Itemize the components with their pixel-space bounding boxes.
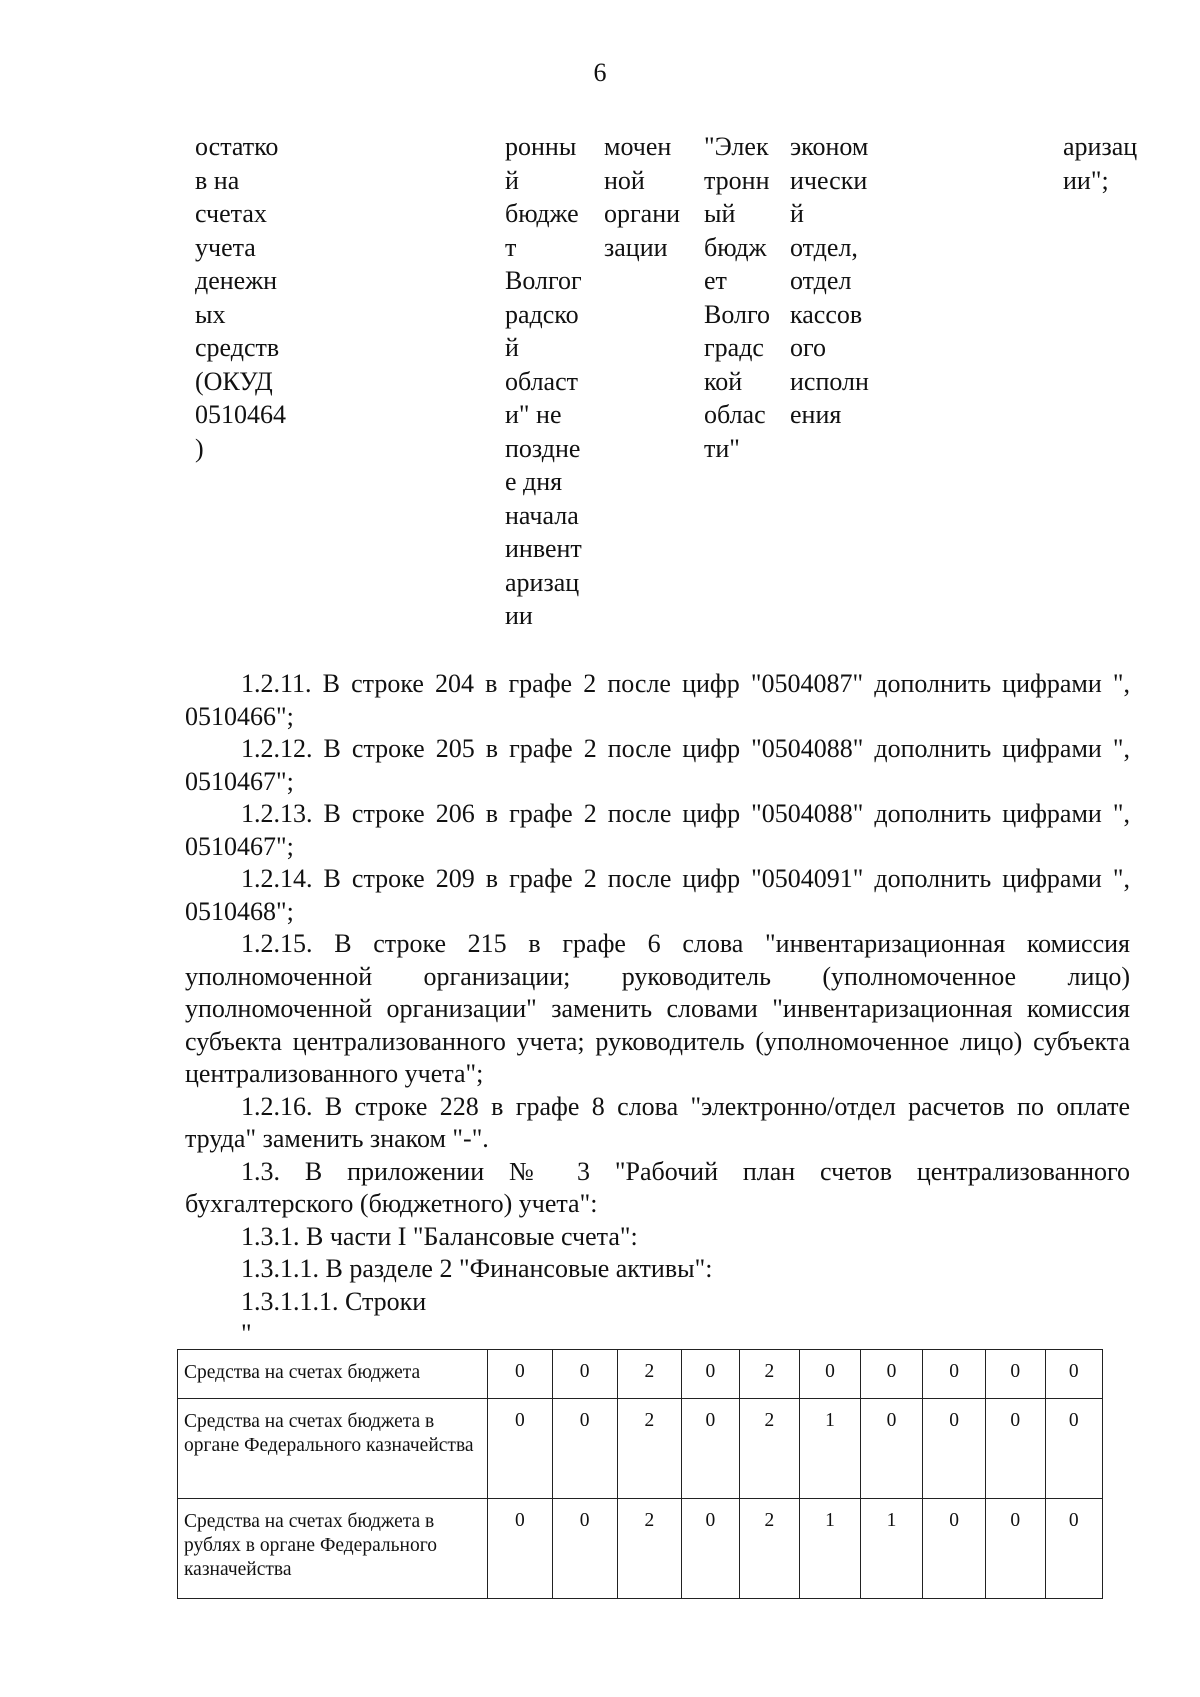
fragment-line: аризац (505, 567, 580, 597)
digit-cell: 0 (986, 1399, 1046, 1499)
digit-cell: 2 (617, 1399, 682, 1499)
fragment-line: отдел, (790, 232, 858, 262)
paragraph-1-2-11: 1.2.11. В строке 204 в графе 2 после цифр "0504087" дополнить цифрами ", 0510466"; (185, 669, 1130, 731)
fragment-line: исполн (790, 366, 869, 396)
fragment-line: ти" (704, 433, 740, 463)
opening-quote-mark: " (241, 1319, 252, 1348)
paragraph-1-2-13: 1.2.13. В строке 206 в графе 2 после цифр "0504088" дополнить цифрами ", 0510467"; (185, 799, 1130, 861)
digit-cell: 0 (800, 1350, 861, 1399)
digit-cell: 1 (800, 1499, 861, 1599)
paragraph-1-3-1-1-1: 1.3.1.1.1. Строки (241, 1286, 427, 1316)
fragment-line: 0510464 (195, 400, 286, 429)
fragment-line: й (505, 165, 519, 195)
fragment-line: кассов (790, 299, 863, 329)
fragment-line: инвент (505, 534, 582, 563)
digit-cell: 2 (739, 1499, 800, 1599)
fragment-line: ый (704, 199, 736, 228)
fragment-line: ронны (505, 132, 577, 161)
account-name: Средства на счетах бюджета (178, 1350, 488, 1399)
fragment-column-3 (604, 130, 680, 264)
fragment-line: Волгог (505, 266, 582, 295)
fragment-line: средств (195, 333, 280, 362)
paragraph-1-3-1-1: 1.3.1.1. В разделе 2 "Финансовые активы": (241, 1254, 713, 1283)
fragment-line: ет (704, 266, 727, 295)
fragment-line: т (505, 232, 517, 262)
digit-cell: 0 (682, 1399, 739, 1499)
fragment-line: зации (604, 232, 668, 262)
digit-cell: 0 (1045, 1399, 1103, 1499)
table-row (178, 1399, 1103, 1499)
fragment-line: мочен (604, 132, 672, 161)
fragment-line: ) (195, 433, 204, 463)
digit-cell: 0 (552, 1499, 617, 1599)
fragment-column-2 (505, 130, 582, 633)
digit-cell: 2 (617, 1350, 682, 1399)
fragment-line: ого (790, 333, 827, 362)
fragment-line: и" не (505, 400, 562, 429)
fragment-column-5 (790, 130, 869, 432)
paragraph-1-2-16: 1.2.16. В строке 228 в графе 8 слова "электронно/отдел расчетов по оплате труда" заменить знаком "-". (185, 1091, 1130, 1153)
fragment-line: е дня (505, 467, 563, 496)
fragment-line: ии (505, 601, 533, 630)
digit-cell: 0 (923, 1399, 986, 1499)
digit-cell: 0 (986, 1350, 1046, 1399)
fragment-line: бюдж (704, 232, 767, 262)
paragraph-1-2-14: 1.2.14. В строке 209 в графе 2 после цифр "0504091" дополнить цифрами ", 0510468"; (185, 864, 1130, 926)
paragraph-1-3-1: 1.3.1. В части I "Балансовые счета": (241, 1221, 638, 1251)
paragraph-1-2-12: 1.2.12. В строке 205 в графе 2 после цифр "0504088" дополнить цифрами ", 0510467"; (185, 734, 1130, 796)
fragment-line: радско (505, 299, 579, 329)
fragment-line: счетах (195, 199, 267, 228)
fragment-line: (ОКУД (195, 366, 273, 396)
fragment-line: област (505, 366, 578, 396)
digit-cell: 0 (488, 1499, 553, 1599)
digit-cell: 0 (682, 1499, 739, 1599)
fragment-line: эконом (790, 132, 869, 161)
fragment-line: тронн (704, 165, 770, 195)
fragment-column-6 (1063, 130, 1137, 197)
paragraph-1-2-15: 1.2.15. В строке 215 в графе 6 слова "инвентаризационная комиссия уполномоченной организации; руководитель (уполномоченное лицо) уполномоченной организации" заменить словами "инвентаризационная комиссия субъекта централизованного учета; руководитель (уполномоченное лицо) субъекта централизованного учета"; (185, 929, 1130, 1088)
fragment-line: ически (790, 165, 868, 195)
fragment-line: "Элек (704, 132, 769, 161)
digit-cell: 0 (488, 1399, 553, 1499)
accounts-table (177, 1349, 1103, 1599)
digit-cell: 1 (860, 1499, 923, 1599)
fragment-line: ной (604, 165, 645, 195)
fragment-line: остатко (195, 132, 279, 161)
page-number: 6 (593, 58, 607, 87)
digit-cell: 0 (923, 1350, 986, 1399)
fragment-line: бюдже (505, 199, 579, 228)
table-row (178, 1350, 1103, 1399)
digit-cell: 0 (923, 1499, 986, 1599)
digit-cell: 2 (739, 1399, 800, 1499)
account-name: Средства на счетах бюджета в органе Федерального казначейства (178, 1399, 488, 1499)
digit-cell: 0 (1045, 1350, 1103, 1399)
fragment-line: аризац (1063, 132, 1138, 161)
digit-cell: 0 (488, 1350, 553, 1399)
fragment-line: ии"; (1063, 165, 1109, 195)
fragment-line: й (790, 199, 804, 228)
fragment-line: кой (704, 366, 743, 396)
digit-cell: 1 (800, 1399, 861, 1499)
fragment-line: ения (790, 400, 842, 429)
digit-cell: 0 (1045, 1499, 1103, 1599)
digit-cell: 0 (682, 1350, 739, 1399)
fragment-line: учета (195, 232, 256, 262)
digit-cell: 0 (552, 1350, 617, 1399)
fragment-line: облас (704, 400, 766, 429)
fragment-line: Волго (704, 299, 770, 329)
digit-cell: 0 (986, 1499, 1046, 1599)
table-row (178, 1499, 1103, 1599)
account-name: Средства на счетах бюджета в рублях в органе Федерального казначейства (178, 1499, 488, 1599)
paragraph-1-3: 1.3. В приложении № 3 "Рабочий план счетов централизованного бухгалтерского (бюджетного) учета": (185, 1156, 1130, 1218)
digit-cell: 2 (739, 1350, 800, 1399)
digit-cell: 0 (552, 1399, 617, 1499)
fragment-column-1 (195, 130, 286, 465)
digit-cell: 0 (860, 1399, 923, 1499)
fragment-line: градс (704, 333, 764, 362)
digit-cell: 2 (617, 1499, 682, 1599)
fragment-line: й (505, 333, 519, 362)
fragment-line: ых (195, 299, 226, 329)
fragment-line: в на (195, 165, 240, 195)
fragment-column-4 (704, 130, 770, 465)
fragment-line: денежн (195, 266, 278, 295)
digit-cell: 0 (860, 1350, 923, 1399)
fragment-line: начала (505, 500, 579, 530)
document-body (185, 668, 1130, 1351)
fragment-line: отдел (790, 266, 852, 295)
fragment-line: органи (604, 199, 681, 228)
fragment-line: поздне (505, 433, 581, 463)
